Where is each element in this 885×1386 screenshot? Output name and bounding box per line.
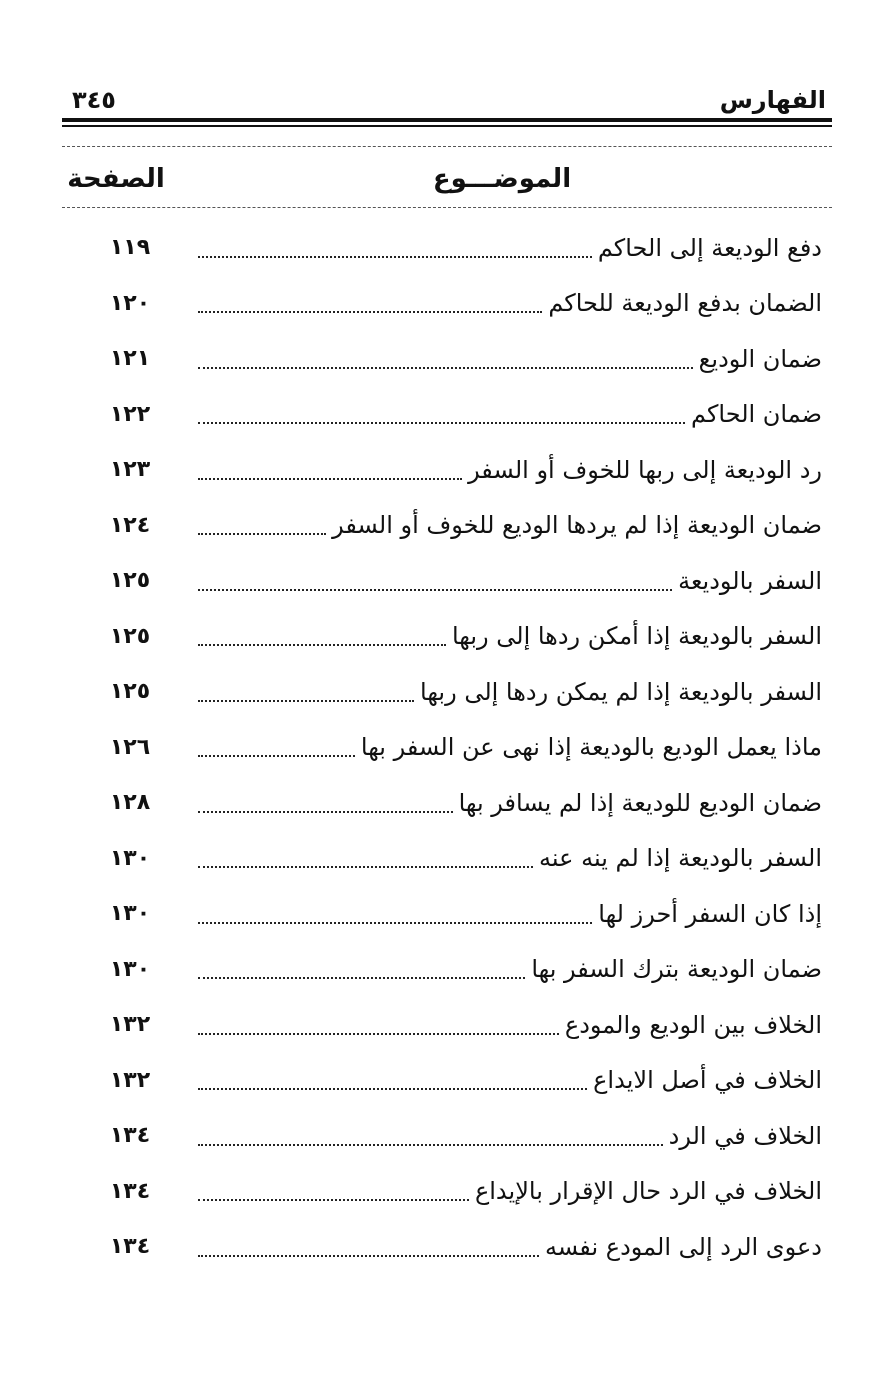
- entry-title: الخلاف في الرد حال الإقرار بالإيداع: [474, 1177, 822, 1206]
- index-entry: [62, 997, 832, 1053]
- dot-leader: [198, 644, 446, 646]
- dot-leader: [198, 700, 414, 702]
- entry-title: السفر بالوديعة إذا أمكن ردها إلى ربها: [451, 622, 822, 651]
- index-entry: [62, 1164, 832, 1220]
- entry-title: الضمان بدفع الوديعة للحاكم: [548, 289, 822, 318]
- entry-title: ماذا يعمل الوديع بالوديعة إذا نهى عن السفر بها: [360, 733, 822, 762]
- entry-title: ضمان الحاكم: [690, 400, 822, 429]
- index-entry: [62, 720, 832, 776]
- dot-leader: [198, 256, 592, 258]
- dot-leader: [198, 1144, 663, 1146]
- dot-leader: [198, 866, 533, 868]
- entry-title: الخلاف في أصل الايداع: [593, 1066, 822, 1095]
- index-entry: [62, 664, 832, 720]
- entry-page-number: ١٣٤: [109, 1178, 151, 1204]
- entry-title: السفر بالوديعة: [678, 566, 822, 595]
- page-number: ٣٤٥: [72, 86, 116, 114]
- dot-leader: [198, 1199, 469, 1201]
- index-entry: [62, 1053, 832, 1109]
- dot-leader: [198, 811, 453, 813]
- header-rule-thin: [62, 125, 832, 127]
- dot-leader: [198, 422, 685, 424]
- dot-leader: [198, 1033, 559, 1035]
- column-header-top-rule: [62, 146, 832, 147]
- index-entry: [62, 331, 832, 387]
- index-entry: [62, 1108, 832, 1164]
- entry-title: رد الوديعة إلى ربها للخوف أو السفر: [468, 455, 822, 484]
- entry-page-number: ١٣٤: [109, 1123, 151, 1149]
- index-entry: [62, 387, 832, 443]
- index-entry: [62, 276, 832, 332]
- entry-page-number: ١٣٠: [109, 956, 151, 982]
- column-heading-page: الصفحة: [67, 164, 165, 194]
- entry-page-number: ١٢٤: [109, 512, 151, 538]
- header-rule-thick: [62, 118, 832, 122]
- entry-title: دعوى الرد إلى المودع نفسه: [545, 1232, 822, 1261]
- entry-title: ضمان الوديع للوديعة إذا لم يسافر بها: [458, 788, 822, 817]
- dot-leader: [198, 755, 355, 757]
- dot-leader: [198, 589, 672, 591]
- entry-title: ضمان الوديعة بترك السفر بها: [531, 955, 822, 984]
- entry-page-number: ١٢٠: [109, 290, 151, 316]
- index-entry: [62, 442, 832, 498]
- dot-leader: [198, 533, 326, 535]
- entry-page-number: ١٢٢: [109, 401, 151, 427]
- entry-page-number: ١٣٠: [109, 845, 151, 871]
- entry-page-number: ١١٩: [109, 235, 151, 261]
- entry-page-number: ١٢٦: [109, 734, 151, 760]
- entry-page-number: ١٢٨: [109, 790, 151, 816]
- index-entries: [62, 220, 832, 1275]
- index-entry: [62, 831, 832, 887]
- entry-title: السفر بالوديعة إذا لم ينه عنه: [539, 844, 822, 873]
- entry-title: السفر بالوديعة إذا لم يمكن ردها إلى ربها: [420, 677, 822, 706]
- dot-leader: [198, 1088, 587, 1090]
- entry-page-number: ١٢٣: [109, 457, 151, 483]
- entry-page-number: ١٣٤: [109, 1234, 151, 1260]
- dot-leader: [198, 367, 693, 369]
- index-entry: [62, 775, 832, 831]
- index-entry: [62, 498, 832, 554]
- entry-page-number: ١٣٠: [109, 901, 151, 927]
- column-heading-topic: الموضـــوع: [432, 164, 572, 194]
- entry-page-number: ١٢١: [109, 346, 151, 372]
- index-page: [62, 0, 832, 1386]
- entry-title: ضمان الوديع: [698, 344, 822, 373]
- entry-page-number: ١٣٢: [109, 1012, 151, 1038]
- running-title: الفهارس: [719, 86, 826, 114]
- entry-page-number: ١٢٥: [109, 568, 151, 594]
- entry-page-number: ١٣٢: [109, 1067, 151, 1093]
- entry-title: ضمان الوديعة إذا لم يردها الوديع للخوف أو السفر: [332, 511, 822, 540]
- index-entry: [62, 886, 832, 942]
- entry-page-number: ١٢٥: [109, 623, 151, 649]
- dot-leader: [198, 1255, 539, 1257]
- entry-page-number: ١٢٥: [109, 679, 151, 705]
- column-header-bottom-rule: [62, 207, 832, 208]
- index-entry: [62, 220, 832, 276]
- index-entry: [62, 942, 832, 998]
- entry-title: الخلاف بين الوديع والمودع: [564, 1010, 822, 1039]
- index-entry: [62, 609, 832, 665]
- entry-title: دفع الوديعة إلى الحاكم: [597, 233, 822, 262]
- dot-leader: [198, 922, 592, 924]
- index-entry: [62, 553, 832, 609]
- entry-title: الخلاف في الرد: [668, 1121, 822, 1150]
- dot-leader: [198, 311, 542, 313]
- dot-leader: [198, 478, 462, 480]
- dot-leader: [198, 977, 525, 979]
- index-entry: [62, 1219, 832, 1275]
- entry-title: إذا كان السفر أحرز لها: [598, 899, 822, 928]
- running-header: [62, 86, 832, 116]
